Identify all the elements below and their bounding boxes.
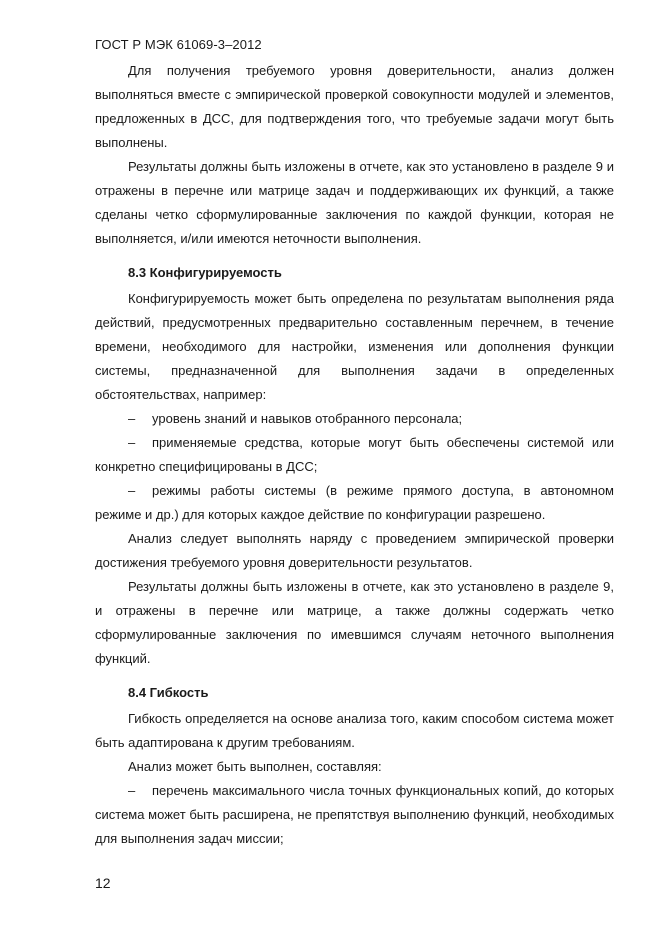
list-item-text: режимы работы системы (в режиме прямого доступа, в автономном режиме и др.) для которых каждое действие по конфигурации разрешено. <box>95 483 614 522</box>
section-8-3-paragraph-2: Анализ следует выполнять наряду с проведением эмпирической проверки достижения требуемого уровня доверительности результатов. <box>95 531 614 570</box>
list-item <box>95 431 614 479</box>
intro-paragraph-2: Результаты должны быть изложены в отчете, как это установлено в разделе 9 и отражены в перечне или матрице задач и поддерживающих их функций, а также сделаны четко сформулированные заключения по каждой функции, которая не выполняется, и/или имеются неточности выполнения. <box>95 159 614 246</box>
page-number: 12 <box>95 875 111 891</box>
dash-marker: – <box>128 435 136 450</box>
section-8-3-paragraph-1: Конфигурируемость может быть определена по результатам выполнения ряда действий, предусмотренных предварительно составленным перечнем, в течение времени, необходимого для настройки, изменения или дополнения функции системы, предназначенной для выполнения задачи в определенных обстоятельствах, например: <box>95 291 614 402</box>
list-item <box>95 407 614 431</box>
dash-marker: – <box>128 411 136 426</box>
dash-marker: – <box>128 783 136 798</box>
section-8-4-paragraph-1: Гибкость определяется на основе анализа того, каким способом система может быть адаптирована к другим требованиям. <box>95 711 614 750</box>
section-8-4-title: 8.4 Гибкость <box>128 685 209 700</box>
section-8-3-paragraph-3: Результаты должны быть изложены в отчете, как это установлено в разделе 9, и отражены в перечне или матрице, а также должны содержать четко сформулированные заключения по имевшимся случаям неточного выполнения функций. <box>95 579 614 666</box>
section-8-3-title: 8.3 Конфигурируемость <box>128 265 282 280</box>
section-8-4-paragraph-2: Анализ может быть выполнен, составляя: <box>128 759 382 774</box>
list-item <box>95 479 614 527</box>
list-item-text: уровень знаний и навыков отобранного персонала; <box>152 411 463 426</box>
list-item-text: перечень максимального числа точных функциональных копий, до которых система может быть расширена, не препятствуя выполнению функций, необходимых для выполнения задач миссии; <box>95 783 614 846</box>
dash-marker: – <box>128 483 136 498</box>
list-item-text: применяемые средства, которые могут быть обеспечены системой или конкретно специфицированы в ДСС; <box>95 435 614 474</box>
intro-paragraph-1: Для получения требуемого уровня доверительности, анализ должен выполняться вместе с эмпирической проверкой совокупности модулей и элементов, предложенных в ДСС, для подтверждения того, что требуемые задачи могут быть выполнены. <box>95 63 614 150</box>
document-page <box>95 36 614 851</box>
list-item <box>95 779 614 851</box>
standard-header: ГОСТ Р МЭК 61069-3–2012 <box>95 37 262 52</box>
